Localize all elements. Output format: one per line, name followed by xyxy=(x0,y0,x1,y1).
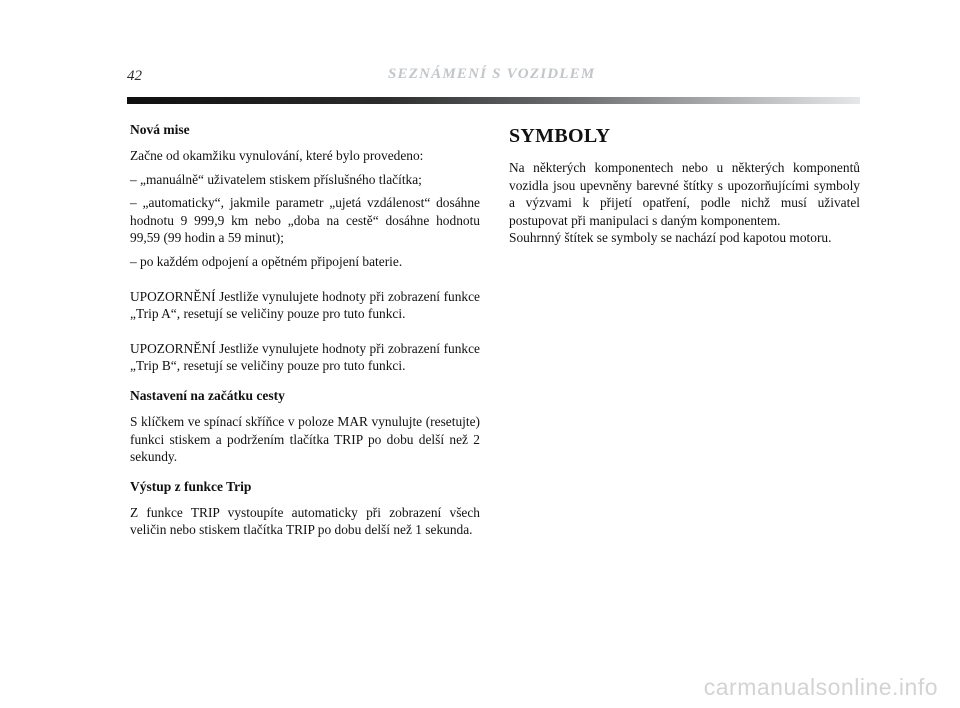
vystup-text: Z funkce TRIP vystoupíte automaticky při zobrazení všech veličin nebo stiskem tlačítka TRIP po dobu delší než 1 sekunda. xyxy=(130,504,480,538)
list-item-automatic: – „automaticky“, jakmile parametr „ujetá vzdálenost“ dosáhne hodnotu 9 999,9 km nebo „doba na cestě“ dosáhne hodnotu 99,59 (99 hodin a 59 minut); xyxy=(130,195,480,246)
nastaveni-text: S klíčkem ve spínací skříňce v poloze MAR vynulujte (resetujte) funkci stiskem a podržením tlačítka TRIP po dobu delší než 2 sekundy. xyxy=(130,413,480,465)
heading-vystup: Výstup z funkce Trip xyxy=(130,478,252,494)
page-number: 42 xyxy=(127,68,142,84)
list-item-battery: – po každém odpojení a opětném připojení baterie. xyxy=(130,253,403,269)
list-item-manual: – „manuálně“ uživatelem stiskem příslušného tlačítka; xyxy=(130,171,422,187)
intro-text: Začne od okamžiku vynulování, které bylo provedeno: xyxy=(130,148,424,163)
watermark: carmanualsonline.info xyxy=(703,674,938,700)
heading-nova-mise: Nová mise xyxy=(130,122,190,137)
warning-trip-b: UPOZORNĚNÍ Jestliže vynulujete hodnoty při zobrazení funkce „Trip B“, resetují se veličiny pouze pro tuto funkci. xyxy=(130,340,480,374)
symboly-paragraph-1: Na některých komponentech nebo u některých komponentů vozidla jsou upevněny barevné štítky s upozorňujícími symboly a výzvami k přijetí opatření, podle nichž musí uživatel postupovat při manipulaci s daným komponentem. xyxy=(509,160,860,228)
section-title-symboly: SYMBOLY xyxy=(509,125,611,147)
warning-trip-a: UPOZORNĚNÍ Jestliže vynulujete hodnoty při zobrazení funkce „Trip A“, resetují se veličiny pouze pro tuto funkci. xyxy=(130,288,480,322)
right-column xyxy=(509,121,860,247)
left-column xyxy=(130,121,480,539)
running-title: SEZNÁMENÍ S VOZIDLEM xyxy=(388,66,596,82)
header-rule xyxy=(127,97,860,104)
heading-nastaveni: Nastavení na začátku cesty xyxy=(130,387,285,403)
symboly-paragraph-2: Souhrnný štítek se symboly se nachází pod kapotou motoru. xyxy=(509,230,832,246)
